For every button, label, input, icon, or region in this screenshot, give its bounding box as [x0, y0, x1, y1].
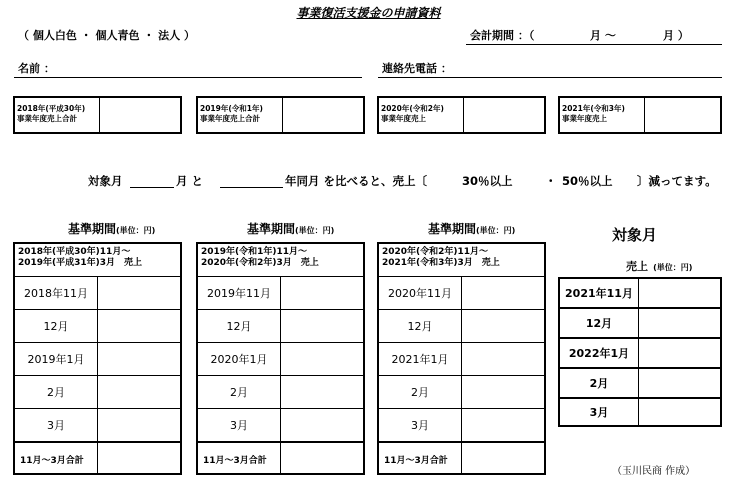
- accounting-period-start-month: 月 〜: [590, 29, 616, 42]
- sales-input[interactable]: [281, 343, 363, 375]
- sales-input[interactable]: [639, 339, 720, 367]
- table-row: [15, 277, 180, 310]
- table-row: [558, 277, 722, 307]
- accounting-period-label: 会計期間 ：（: [470, 29, 535, 42]
- accounting-period-underline: [466, 44, 722, 45]
- option-separator: ・: [545, 174, 557, 188]
- base-period-heading-3: [428, 220, 515, 237]
- month-cell: 12月: [198, 310, 281, 342]
- total-row: [198, 442, 363, 475]
- year-box-value[interactable]: [282, 98, 363, 132]
- unit-label: (単位：円): [295, 226, 335, 235]
- year-box-label: 2021年(令和3年): [562, 104, 625, 113]
- total-row: [379, 442, 544, 475]
- unit-label: (単位：円): [116, 226, 156, 235]
- year-box-2018: [13, 96, 182, 134]
- sales-input[interactable]: [98, 310, 180, 342]
- option-30-percent[interactable]: 30％以上: [462, 174, 513, 188]
- sales-input[interactable]: [639, 399, 720, 425]
- accounting-period-end-month: 月 ）: [663, 29, 689, 42]
- sales-input[interactable]: [639, 279, 720, 307]
- table-row: [198, 343, 363, 376]
- table-row: [379, 310, 544, 343]
- year-box-label: 2018年(平成30年): [17, 104, 86, 113]
- base-period-heading-1: [68, 220, 155, 237]
- taxpayer-type-options: （ 個人白色 ・ 個人青色 ・ 法人 ）: [18, 29, 195, 42]
- table-header: 2020年(令和2年)11月〜 2021年(令和3年)3月 売上: [379, 244, 544, 277]
- comparison-phrase: 年同月 を比べると、売上〔: [285, 174, 428, 188]
- year-box-sublabel: 事業年度売上: [562, 114, 607, 123]
- table-row: [198, 376, 363, 409]
- base-period-title: 基準期間: [247, 222, 296, 236]
- table-row: [558, 307, 722, 337]
- name-field[interactable]: [14, 77, 362, 78]
- year-box-sublabel: 事業年度売上合計: [17, 114, 77, 123]
- unit-label: (単位：円): [476, 226, 516, 235]
- month-cell: 2月: [15, 376, 98, 408]
- month-cell: 2019年11月: [198, 277, 281, 309]
- month-cell: 3月: [379, 409, 462, 441]
- comparison-ending: 〕減ってます。: [637, 174, 717, 188]
- base-period-table-1: [13, 242, 182, 475]
- sales-input[interactable]: [639, 369, 720, 397]
- sales-input[interactable]: [98, 277, 180, 309]
- sales-input[interactable]: [281, 376, 363, 408]
- month-cell: 2021年11月: [560, 279, 639, 307]
- year-box-2020: [377, 96, 546, 134]
- base-period-title: 基準期間: [68, 222, 117, 236]
- sales-input[interactable]: [639, 309, 720, 337]
- table-row: [558, 337, 722, 367]
- year-box-value[interactable]: [644, 98, 720, 132]
- table-row: [379, 277, 544, 310]
- target-month-heading: 対象月: [612, 226, 658, 244]
- year-box-2019: [196, 96, 365, 134]
- year-box-label: 2019年(令和1年): [200, 104, 263, 113]
- phone-field[interactable]: [378, 77, 722, 78]
- total-input[interactable]: [462, 443, 544, 475]
- year-box-2021: [558, 96, 722, 134]
- month-cell: 3月: [560, 399, 639, 425]
- table-row: [379, 376, 544, 409]
- year-box-value[interactable]: [463, 98, 544, 132]
- target-month-blank[interactable]: [130, 187, 174, 188]
- total-label: 11月〜3月合計: [379, 443, 462, 475]
- month-cell: 12月: [15, 310, 98, 342]
- comparison-target-month-label: 対象月: [88, 174, 123, 188]
- table-row: [379, 343, 544, 376]
- sales-input[interactable]: [281, 409, 363, 441]
- sales-input[interactable]: [462, 310, 544, 342]
- target-sales-label: 売上 (単位：円): [626, 260, 693, 273]
- sales-input[interactable]: [462, 376, 544, 408]
- base-period-heading-2: [247, 220, 334, 237]
- table-row: [15, 409, 180, 442]
- table-row: [15, 343, 180, 376]
- option-50-percent[interactable]: 50％以上: [562, 174, 613, 188]
- comparison-month-and: 月 と: [176, 174, 204, 188]
- sales-input[interactable]: [462, 343, 544, 375]
- year-box-sublabel: 事業年度売上合計: [200, 114, 260, 123]
- table-row: [15, 376, 180, 409]
- sales-input[interactable]: [281, 277, 363, 309]
- month-cell: 2月: [560, 369, 639, 397]
- month-cell: 2020年1月: [198, 343, 281, 375]
- month-cell: 3月: [15, 409, 98, 441]
- table-row: [15, 310, 180, 343]
- sales-input[interactable]: [98, 376, 180, 408]
- month-cell: 2018年11月: [15, 277, 98, 309]
- month-cell: 2022年1月: [560, 339, 639, 367]
- month-cell: 12月: [379, 310, 462, 342]
- table-row: [198, 277, 363, 310]
- name-label: 名前 ：: [18, 62, 55, 75]
- target-month-table: [558, 277, 722, 427]
- phone-label: 連絡先電話 ：: [382, 62, 452, 75]
- month-cell: 2021年1月: [379, 343, 462, 375]
- sales-input[interactable]: [462, 277, 544, 309]
- total-row: [15, 442, 180, 475]
- table-row: [379, 409, 544, 442]
- sales-input[interactable]: [98, 409, 180, 441]
- sales-input[interactable]: [462, 409, 544, 441]
- total-input[interactable]: [98, 443, 180, 475]
- base-period-title: 基準期間: [428, 222, 477, 236]
- footer-credit: （玉川民商 作成）: [612, 466, 696, 477]
- month-cell: 2月: [379, 376, 462, 408]
- table-row: [558, 397, 722, 427]
- page-title: 事業復活支援金の申請資料: [296, 6, 441, 20]
- month-cell: 2019年1月: [15, 343, 98, 375]
- table-row: [558, 367, 722, 397]
- base-period-table-2: [196, 242, 365, 475]
- sales-input[interactable]: [281, 310, 363, 342]
- table-row: [198, 310, 363, 343]
- table-row: [198, 409, 363, 442]
- year-box-sublabel: 事業年度売上: [381, 114, 426, 123]
- table-header: 2019年(令和1年)11月〜 2020年(令和2年)3月 売上: [198, 244, 363, 277]
- total-label: 11月〜3月合計: [198, 443, 281, 475]
- table-header: 2018年(平成30年)11月〜 2019年(平成31年)3月 売上: [15, 244, 180, 277]
- year-box-label: 2020年(令和2年): [381, 104, 444, 113]
- month-cell: 2020年11月: [379, 277, 462, 309]
- month-cell: 3月: [198, 409, 281, 441]
- base-period-table-3: [377, 242, 546, 475]
- unit-label: (単位：円): [653, 263, 693, 272]
- year-box-value[interactable]: [99, 98, 180, 132]
- month-cell: 12月: [560, 309, 639, 337]
- month-cell: 2月: [198, 376, 281, 408]
- total-input[interactable]: [281, 443, 363, 475]
- compare-year-blank[interactable]: [220, 187, 283, 188]
- sales-input[interactable]: [98, 343, 180, 375]
- total-label: 11月〜3月合計: [15, 443, 98, 475]
